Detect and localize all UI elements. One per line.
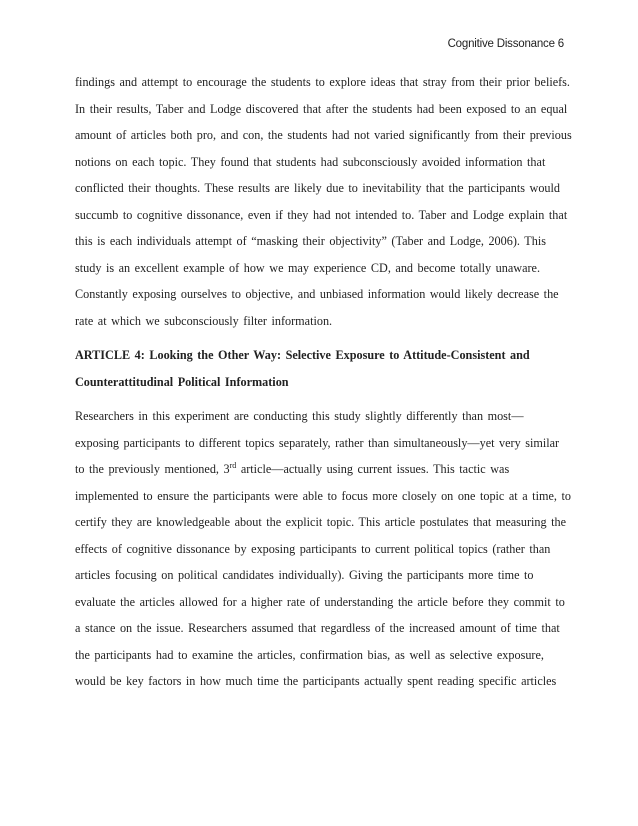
heading-line: ARTICLE 4: Looking the Other Way: Selective Exposure to Attitude-Consistent and [75, 348, 530, 362]
text-segment: to the previously mentioned, 3 [75, 462, 230, 476]
text-line: would be key factors in how much time the participants actually spent reading specific articles [75, 674, 557, 688]
text-line: succumb to cognitive dissonance, even if they had not intended to. Taber and Lodge explain that [75, 207, 568, 222]
running-head: Cognitive Dissonance 6 [447, 38, 564, 50]
text-line: In their results, Taber and Lodge discovered that after the students had been exposed to an equal [75, 101, 568, 116]
text-line: certify they are knowledgeable about the explicit topic. This article postulates that measuring the [75, 515, 567, 529]
text-line: Researchers in this experiment are conducting this study slightly differently than most— [75, 409, 524, 423]
ordinal-superscript: rd [229, 460, 237, 470]
paragraph-findings [75, 69, 572, 334]
article-4-heading [75, 342, 565, 395]
text-line: findings and attempt to encourage the students to explore ideas that stray from their prior beliefs. [75, 75, 570, 89]
text-line: exposing participants to different topics separately, rather than simultaneously—yet very similar [75, 435, 560, 450]
text-line: conflicted their thoughts. These results are likely due to inevitability that the participants would [75, 181, 560, 195]
text-line: this is each individuals attempt of “masking their objectivity” (Taber and Lodge, 2006). This [75, 234, 546, 248]
text-line: rate at which we subconsciously filter information. [75, 313, 333, 328]
heading-line: Counterattitudinal Political Information [75, 374, 289, 389]
text-line: the participants had to examine the articles, confirmation bias, as well as selective exposure, [75, 647, 544, 662]
text-line: study is an excellent example of how we may experience CD, and become totally unaware. [75, 260, 541, 275]
text-line: evaluate the articles allowed for a higher rate of understanding the article before they commit to [75, 594, 565, 609]
text-line: Constantly exposing ourselves to objective, and unbiased information would likely decrease the [75, 287, 559, 301]
document-body [75, 69, 572, 695]
text-line: effects of cognitive dissonance by exposing participants to current political topics (rather than [75, 541, 551, 556]
text-line: notions on each topic. They found that students had subconsciously avoided information that [75, 154, 546, 169]
text-line: amount of articles both pro, and con, the students had not varied significantly from their previous [75, 128, 572, 142]
text-segment: article—actually using current issues. This tactic was [236, 462, 510, 476]
text-line-with-superscript [75, 456, 565, 483]
text-line: articles focusing on political candidates individually). Giving the participants more time to [75, 568, 534, 582]
paragraph-researchers [75, 403, 571, 695]
text-line: implemented to ensure the participants were able to focus more closely on one topic at a time, to [75, 488, 571, 503]
text-line: a stance on the issue. Researchers assumed that regardless of the increased amount of time that [75, 621, 560, 635]
